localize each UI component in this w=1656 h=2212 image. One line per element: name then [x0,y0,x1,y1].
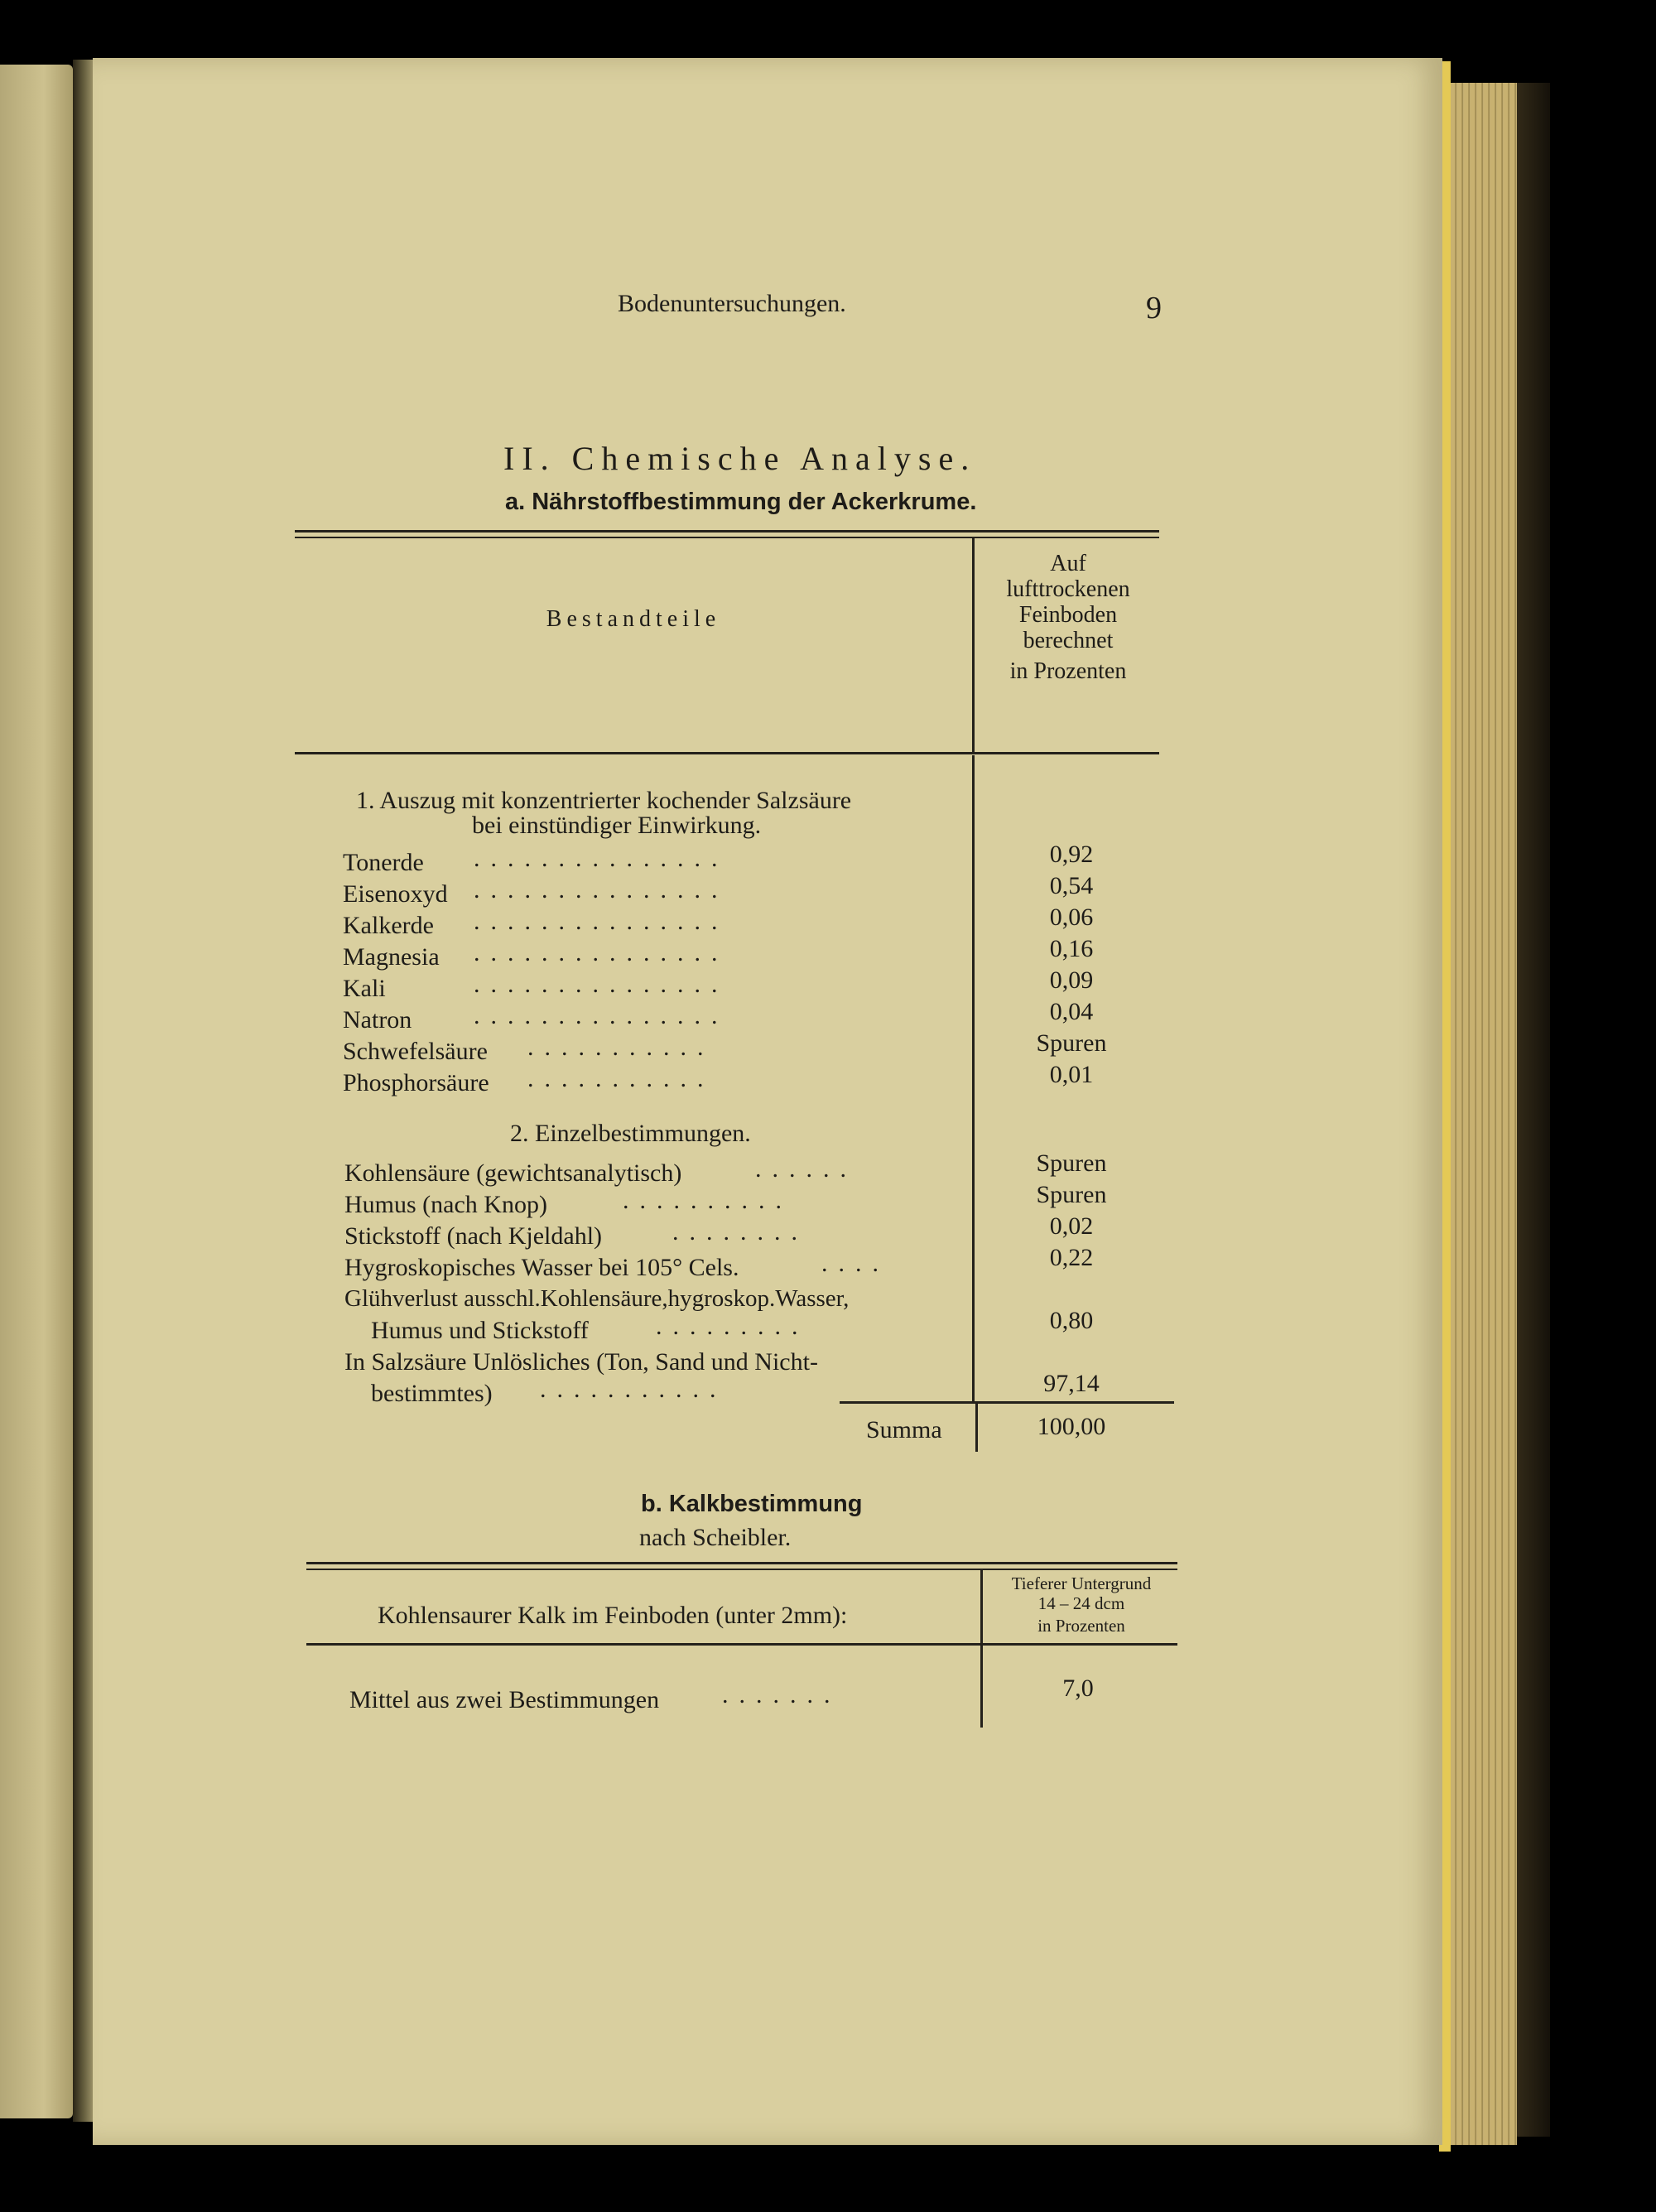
row-label: Stickstoff (nach Kjeldahl) [344,1222,603,1250]
leader-dots: ........... [527,1034,715,1061]
leader-dots: ............... [474,971,729,998]
row-value: 0,01 [1049,1061,1094,1088]
row-value: 0,80 [1049,1307,1094,1334]
row-value: 0,54 [1049,872,1094,899]
row-value: Spuren [1036,1181,1107,1208]
leader-dots: ....... [722,1681,841,1708]
row-value: 0,04 [1049,998,1094,1025]
row-value: 97,14 [1043,1370,1100,1397]
row-label: Hygroskopisches Wasser bei 105° Cels. [344,1254,739,1281]
row-label-cont: bestimmtes) [371,1380,493,1407]
sum-label: Summa [866,1416,942,1443]
table-b-top-rule-2 [306,1569,1177,1570]
table-b-top-rule [306,1562,1177,1564]
row-label: Kohlensäure (gewichtsanalytisch) [344,1159,682,1187]
col-header-line: Feinboden [1018,602,1118,628]
table-b-col-header-line: 14 – 24 dcm [1037,1593,1125,1613]
col-header-line: berechnet [1023,628,1114,653]
table-b-col-header-line: Tieferer Untergrund [1011,1573,1152,1593]
table-b-subtitle: nach Scheibler. [639,1524,792,1551]
col-header-line: in Prozenten [1009,658,1127,684]
leader-dots: ......... [656,1313,809,1340]
row-value: 0,06 [1049,904,1094,931]
leader-dots: ............... [474,876,729,904]
table-b-col-header-line: in Prozenten [1037,1616,1125,1636]
row-value: 0,92 [1049,841,1094,868]
group2-heading: 2. Einzelbestimmungen. [510,1120,751,1147]
table-b-data-label: Mittel aus zwei Bestimmungen [349,1686,660,1713]
col-header-line: Auf [1050,551,1086,576]
table-a-title: a. Nährstoffbestimmung der Ackerkrume. [505,489,977,515]
section-title: II. Chemische Analyse. [503,440,977,477]
col-header-prozent [977,551,1159,684]
leader-dots: ............... [474,908,729,935]
left-page-edge [0,65,73,2118]
table-a-column-divider [972,755,975,1401]
leader-dots: ........ [672,1218,808,1246]
col-header-line: lufttrockenen [1006,576,1130,602]
row-label: Kali [343,975,386,1002]
book-page [93,58,1442,2145]
leader-dots: ............... [474,939,729,966]
table-a-header-rule [295,752,1159,754]
leader-dots: ........... [527,1065,715,1092]
row-label: Kalkerde [343,912,434,939]
row-label: Magnesia [343,943,440,971]
row-label: In Salzsäure Unlösliches (Ton, Sand und Nicht- [344,1348,818,1376]
book-cover-edge [1517,83,1550,2137]
table-b-col-header [985,1573,1177,1636]
row-label-cont: Humus und Stickstoff [371,1317,589,1344]
table-a-top-rule [295,530,1159,533]
row-label: Natron [343,1006,412,1034]
leader-dots: ........... [540,1376,727,1403]
table-b-column-divider [980,1570,983,1728]
leader-dots: .......... [623,1187,792,1214]
table-a-header-divider [972,538,975,752]
table-b-header-rule [306,1643,1177,1646]
leader-dots: ............... [474,845,729,872]
row-label: Schwefelsäure [343,1038,488,1065]
row-label: Humus (nach Knop) [344,1191,547,1218]
row-value: Spuren [1036,1149,1107,1177]
row-label: Tonerde [343,849,424,876]
row-value: Spuren [1036,1029,1107,1057]
page-number: 9 [1146,291,1162,325]
row-value: 0,22 [1049,1244,1094,1271]
group1-heading: 1. Auszug mit konzentrierter kochender Salzsäure [356,787,852,814]
row-value: 0,09 [1049,966,1094,994]
row-label: Glühverlust ausschl.Kohlensäure,hygroskop.Wasser, [344,1285,850,1312]
col-header-bestandteile: Bestandteile [546,606,721,632]
group1-heading-cont: bei einstündiger Einwirkung. [472,812,762,839]
sum-value: 100,00 [1037,1413,1106,1440]
table-b-title: b. Kalkbestimmung [641,1491,863,1517]
table-b-row-label: Kohlensaurer Kalk im Feinboden (unter 2mm): [378,1602,848,1629]
row-label: Phosphorsäure [343,1069,489,1096]
leader-dots: ............... [474,1002,729,1029]
running-head: Bodenuntersuchungen. [618,290,846,317]
table-a-top-rule-2 [295,537,1159,538]
row-label: Eisenoxyd [343,880,448,908]
table-b-data-value: 7,0 [1062,1675,1094,1702]
leader-dots: ...... [755,1155,857,1183]
leader-dots: .... [821,1250,889,1277]
sum-rule [840,1401,1174,1404]
row-value: 0,02 [1049,1212,1094,1240]
row-value: 0,16 [1049,935,1094,962]
stacked-page-edges [1451,83,1517,2145]
sum-divider [975,1404,978,1452]
